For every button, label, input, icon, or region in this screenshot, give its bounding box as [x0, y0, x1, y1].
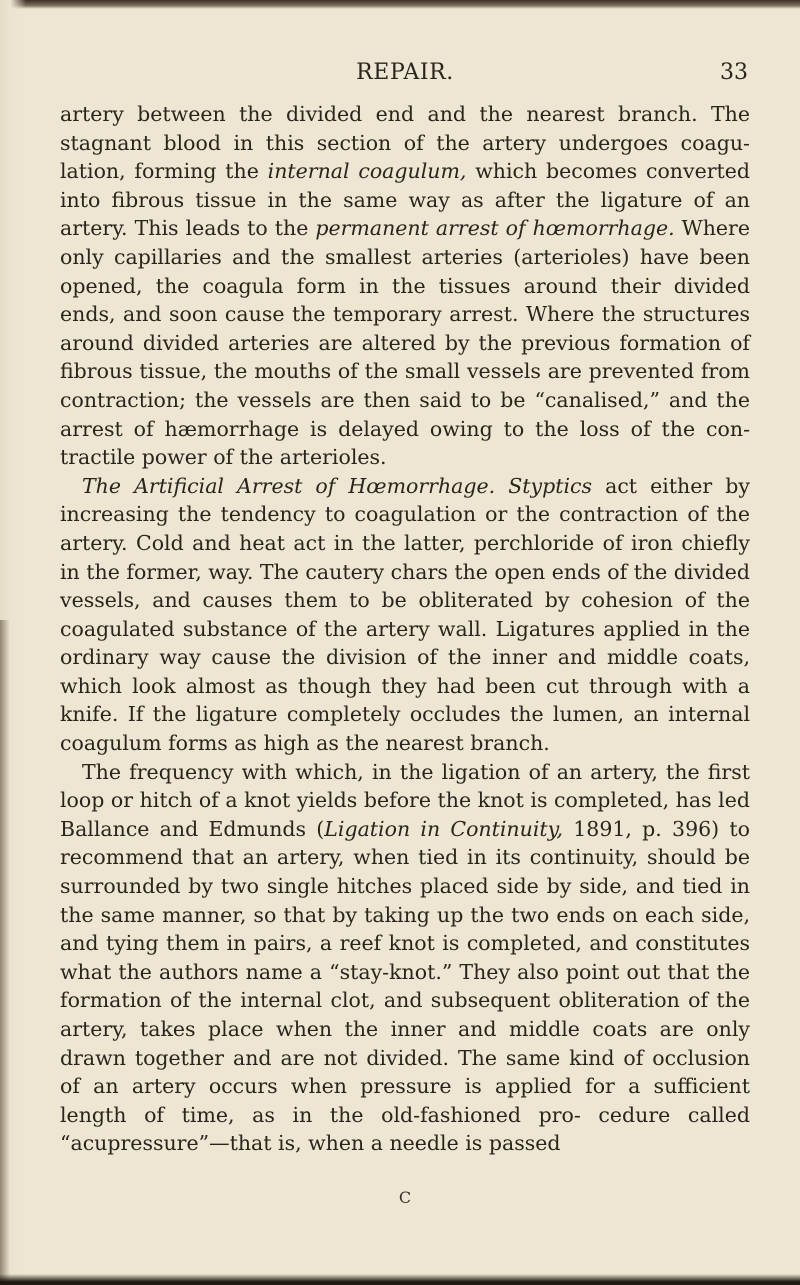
paragraph-2-space	[495, 474, 508, 498]
paragraph-1-text-c: Where only capillaries and the smallest arteries (arterioles) have been opened, the coagula form in the tissues around their divided ends, and soon cause the temporary arrest. Where the structures around divided arteries are altered by the previous formation of fibrous tissue, the mouths of the small vessels are prevented from contraction; the vessels are then said to be “canalised,” and the arrest of hæmorrhage is delayed owing to the loss of the con- tractile power of the arterioles.	[60, 216, 750, 470]
paragraph-3-text-a: The frequency with which, in the ligation of an artery, the first loop or hitch of a knot yields before the knot is completed, has led Ballance and Edmunds (	[60, 759, 750, 841]
paragraph-3-citation: Ligation in Continuity,	[324, 816, 563, 841]
paragraph-2	[60, 472, 750, 758]
paragraph-2-heading: The Artificial Arrest of Hœmorrhage.	[82, 473, 496, 498]
body-text	[60, 100, 750, 1158]
page-number: 33	[720, 60, 748, 85]
running-head: REPAIR.	[356, 60, 454, 85]
paragraph-1-text-b: which becomes converted into fibrous tissue in the same way as after the ligature of an artery. This leads to the	[60, 159, 751, 241]
page-bottom-shadow	[0, 1274, 800, 1285]
paragraph-1	[60, 100, 750, 472]
paragraph-3	[60, 758, 750, 1158]
paragraph-3-text-b: 1891, p. 396) to recommend that an artery, when tied in its continuity, should be surrounded by two single hitches placed side by side, and tied in the same manner, so that by taking up the two ends on each side, and tying them in pairs, a reef knot is completed, and constitutes what the authors name a “stay-knot.” They also point out that the formation of the internal clot, and subsequent obliteration of the artery, takes place when the inner and middle coats are only drawn together and are not divided. The same kind of occlusion of an artery occurs when pressure is applied for a sufficient length of time, as in the old-fashioned pro- cedure called “acupressure”—that is, when a needle is passed	[60, 816, 751, 1156]
paragraph-1-italic-b: permanent arrest of hœmorrhage.	[315, 216, 675, 241]
spine-shadow	[0, 620, 10, 1285]
page-header	[60, 56, 750, 90]
signature-mark: C	[398, 1188, 412, 1207]
paragraph-2-italic: Styptics	[508, 473, 593, 498]
paragraph-1-text-a: artery between the divided end and the nearest branch. The stagnant blood in this section of the artery undergoes coagu- lation, forming the	[60, 102, 750, 184]
paragraph-2-text: act either by increasing the tendency to coagulation or the contraction of the artery. Cold and heat act in the latter, perchloride of iron chiefly in the former, way. The cautery chars the open ends of the divided vessels, and causes them to be obliterated by cohesion of the coagulated substance of the artery wall. Ligatures applied in the ordinary way cause the division of the inner and middle coats, which look almost as though they had been cut through with a knife. If the ligature completely occludes the lumen, an internal coagulum forms as high as the nearest branch.	[60, 473, 750, 756]
paragraph-1-italic-a: internal coagulum,	[267, 159, 467, 184]
page-top-shadow	[0, 0, 800, 9]
